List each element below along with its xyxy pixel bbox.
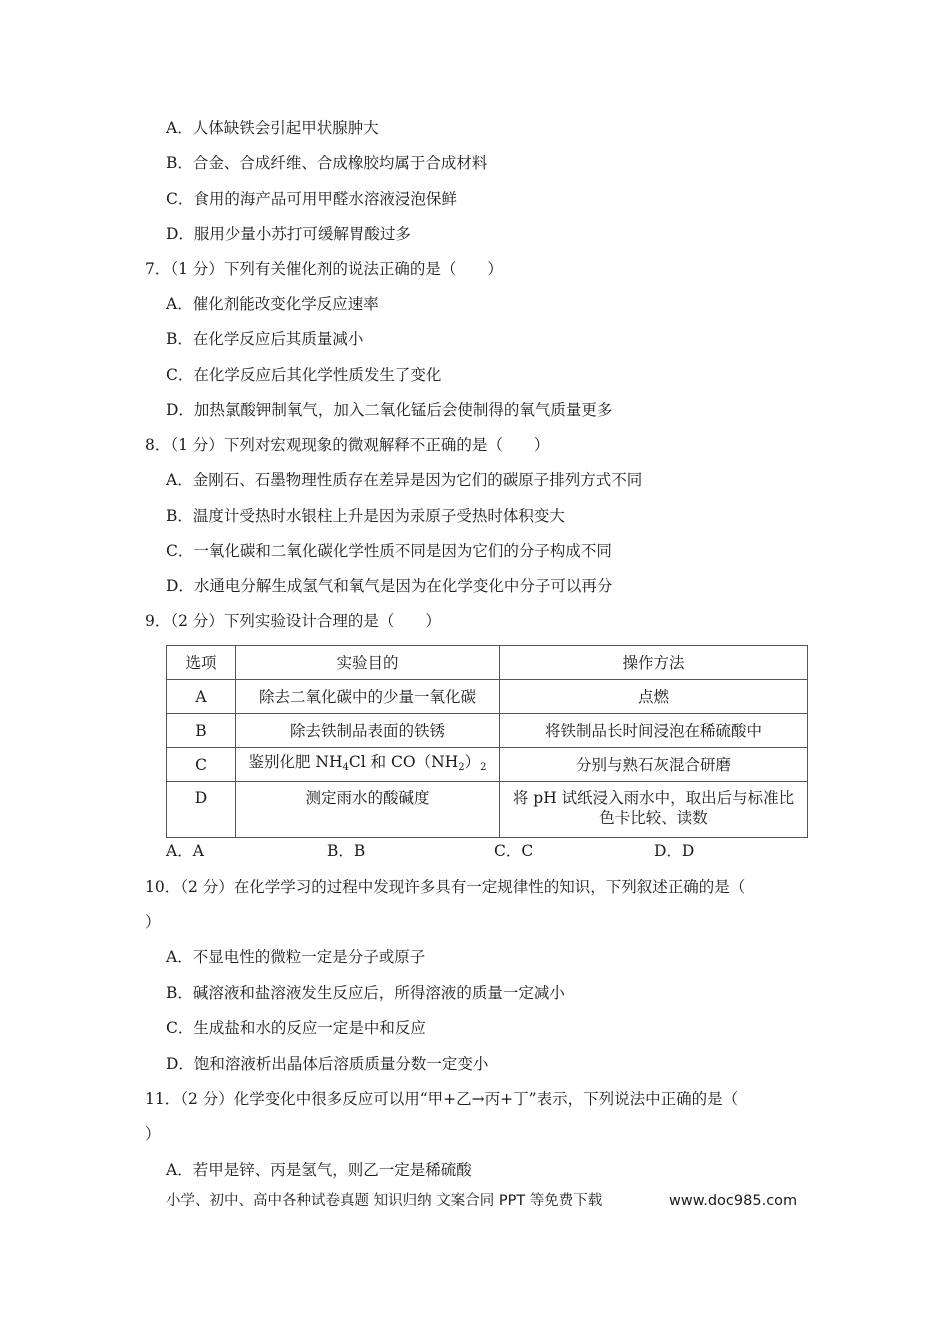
table-header-row: [167, 646, 808, 680]
q9-answer-b: B．B: [327, 842, 366, 860]
row-a-purpose: 除去二氧化碳中的少量一氧化碳: [236, 680, 500, 714]
q8-stem: 8．（1 分）下列对宏观现象的微观解释不正确的是（ ）: [145, 436, 550, 454]
row-c-sub-2a: 2: [458, 761, 465, 773]
row-b-option: B: [167, 714, 236, 748]
row-c-option: C: [167, 748, 236, 782]
row-c-purpose-part3: ）: [464, 752, 481, 771]
q10-stem-continued: ）: [145, 913, 161, 931]
row-d-method-line2: 色卡比较、读数: [599, 809, 708, 827]
q10-option-c: C．生成盐和水的反应一定是中和反应: [166, 1019, 426, 1037]
row-a-option: A: [167, 680, 236, 714]
row-c-purpose: [236, 748, 500, 782]
table-row: [167, 714, 808, 748]
footer-url[interactable]: www.doc985.com: [669, 1193, 798, 1209]
table-header-option: 选项: [167, 646, 236, 680]
q11-stem: 11．（2 分）化学变化中很多反应可以用“甲+乙→丙+丁”表示，下列说法中正确的是（: [145, 1090, 739, 1108]
row-d-option: D: [167, 782, 236, 838]
footer-text: 小学、初中、高中各种试卷真题 知识归纳 文案合同 PPT 等免费下载: [166, 1193, 603, 1209]
q8-option-a: A．金刚石、石墨物理性质存在差异是因为它们的碳原子排列方式不同: [166, 471, 643, 489]
table-header-method: 操作方法: [500, 646, 808, 680]
row-c-purpose-part1: 鉴别化肥 NH: [248, 752, 343, 771]
experiment-table: [166, 645, 808, 838]
q10-option-b: B．碱溶液和盐溶液发生反应后，所得溶液的质量一定减小: [166, 984, 565, 1002]
row-d-purpose: 测定雨水的酸碱度: [236, 782, 500, 838]
q6-option-d: D．服用少量小苏打可缓解胃酸过多: [166, 225, 411, 243]
q10-stem: 10．（2 分）在化学学习的过程中发现许多具有一定规律性的知识，下列叙述正确的是（: [145, 878, 746, 896]
row-c-sub-2b: 2: [480, 761, 487, 773]
row-d-method: [500, 782, 808, 838]
q8-option-d: D．水通电分解生成氢气和氧气是因为在化学变化中分子可以再分: [166, 577, 613, 595]
q9-answer-a: A．A: [166, 842, 204, 860]
q7-stem: 7．（1 分）下列有关催化剂的说法正确的是（ ）: [145, 260, 503, 278]
q11-option-a: A．若甲是锌、丙是氢气，则乙一定是稀硫酸: [166, 1161, 472, 1179]
row-c-method: 分别与熟石灰混合研磨: [500, 748, 808, 782]
row-d-method-line1: 将 pH 试纸浸入雨水中，取出后与标准比: [512, 789, 795, 807]
q8-option-c: C．一氧化碳和二氧化碳化学性质不同是因为它们的分子构成不同: [166, 542, 612, 560]
q9-answer-d: D．D: [654, 842, 695, 860]
table-row: [167, 748, 808, 782]
q6-option-a: A．人体缺铁会引起甲状腺肿大: [166, 119, 379, 137]
q8-option-b: B．温度计受热时水银柱上升是因为汞原子受热时体积变大: [166, 507, 565, 525]
q10-option-a: A．不显电性的微粒一定是分子或原子: [166, 948, 426, 966]
q9-stem: 9．（2 分）下列实验设计合理的是（ ）: [145, 612, 441, 630]
q7-option-b: B．在化学反应后其质量减小: [166, 330, 364, 348]
q7-option-c: C．在化学反应后其化学性质发生了变化: [166, 366, 442, 384]
row-b-method: 将铁制品长时间浸泡在稀硫酸中: [500, 714, 808, 748]
q7-option-d: D．加热氯酸钾制氧气，加入二氧化锰后会使制得的氧气质量更多: [166, 401, 613, 419]
row-a-method: 点燃: [500, 680, 808, 714]
row-c-purpose-part2: Cl 和 CO（NH: [348, 752, 459, 771]
q10-option-d: D．饱和溶液析出晶体后溶质质量分数一定变小: [166, 1055, 489, 1073]
q6-option-c: C．食用的海产品可用甲醛水溶液浸泡保鲜: [166, 190, 457, 208]
row-c-sub-4: 4: [342, 761, 349, 773]
q7-option-a: A．催化剂能改变化学反应速率: [166, 295, 379, 313]
table-row: [167, 680, 808, 714]
table-header-purpose: 实验目的: [236, 646, 500, 680]
table-row: [167, 782, 808, 838]
row-b-purpose: 除去铁制品表面的铁锈: [236, 714, 500, 748]
q9-answer-c: C．C: [494, 842, 534, 860]
q6-option-b: B．合金、合成纤维、合成橡胶均属于合成材料: [166, 154, 488, 172]
q11-stem-continued: ）: [145, 1125, 161, 1143]
